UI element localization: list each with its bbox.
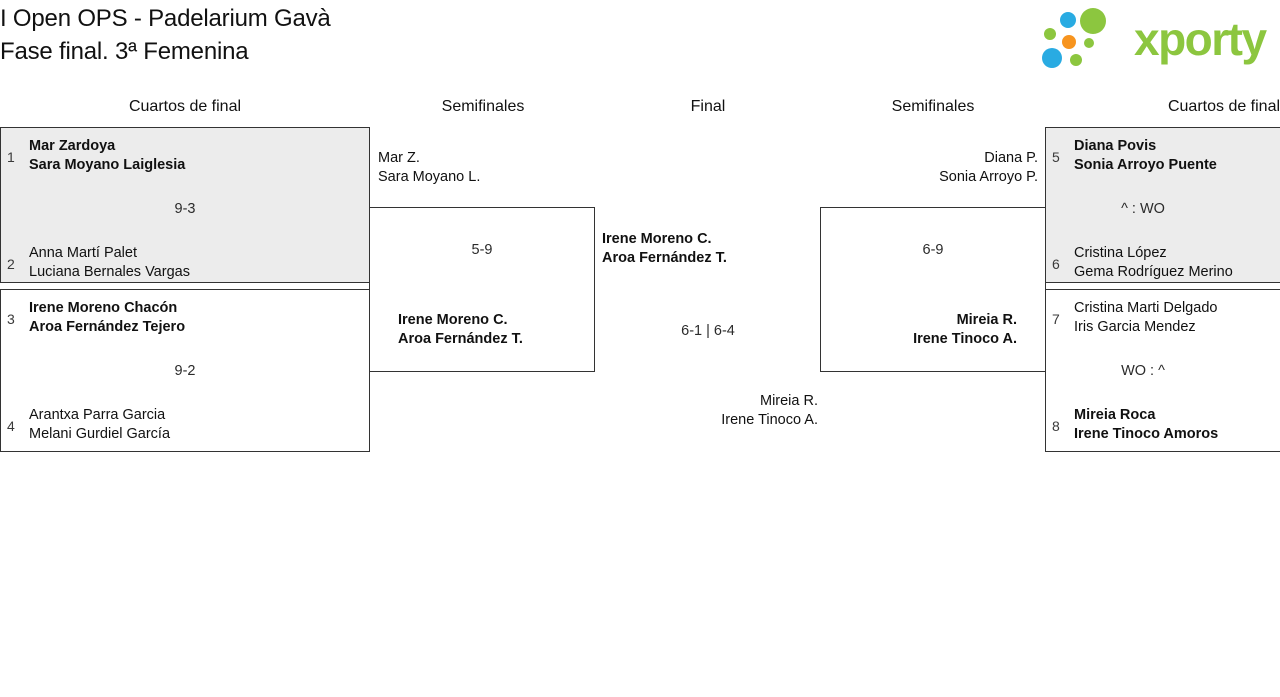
match-score: 5-9	[471, 242, 493, 258]
round-heading-right-semifinals: Semifinales	[891, 98, 975, 115]
player-name: Cristina Marti Delgado	[1074, 300, 1218, 316]
team-entry[interactable]	[1, 244, 369, 282]
player-name: Sara Moyano Laiglesia	[29, 157, 186, 173]
team-entry[interactable]	[1, 299, 369, 337]
team-entry[interactable]	[1046, 406, 1280, 444]
player-name: Gema Rodríguez Merino	[1074, 264, 1233, 280]
logo-dot-icon	[1042, 48, 1062, 68]
logo-dot-icon	[1044, 28, 1056, 40]
seed-number: 8	[1052, 418, 1060, 434]
team-entry[interactable]	[370, 311, 594, 349]
team-entry-left-sf-top[interactable]	[378, 149, 588, 187]
match-score: 6-9	[922, 242, 944, 258]
seed-number: 5	[1052, 149, 1060, 165]
player-name: Arantxa Parra Garcia	[29, 407, 166, 423]
match-left-qf-1[interactable]	[0, 127, 370, 283]
player-name: Irene Moreno C.	[602, 231, 712, 247]
player-name: Mar Z.	[378, 150, 420, 166]
xporty-logo[interactable]	[1042, 8, 1274, 70]
team-entry-right-sf-top[interactable]	[828, 149, 1038, 187]
seed-number: 2	[7, 256, 15, 272]
player-name: Melani Gurdiel García	[29, 426, 171, 442]
player-name: Luciana Bernales Vargas	[29, 264, 190, 280]
team-entry[interactable]	[1046, 137, 1280, 175]
team-entry[interactable]	[1046, 299, 1280, 337]
player-name: Irene Tinoco A.	[721, 412, 818, 428]
logo-dot-icon	[1062, 35, 1076, 49]
seed-number: 7	[1052, 311, 1060, 327]
seed-number: 1	[7, 149, 15, 165]
player-name: Mar Zardoya	[29, 138, 116, 154]
player-name: Irene Moreno Chacón	[29, 300, 178, 316]
match-score: 9-2	[174, 363, 196, 379]
team-entry[interactable]	[1, 406, 369, 444]
match-right-qf-1[interactable]	[1045, 127, 1280, 283]
match-score: WO : ^	[1121, 363, 1165, 379]
match-right-sf[interactable]	[820, 207, 1046, 372]
match-left-sf[interactable]	[369, 207, 595, 372]
match-right-qf-2[interactable]	[1045, 289, 1280, 452]
tournament-name: I Open OPS - Padelarium Gavà	[0, 5, 331, 32]
seed-number: 4	[7, 418, 15, 434]
player-name: Cristina López	[1074, 245, 1167, 261]
player-name: Aroa Fernández Tejero	[29, 319, 186, 335]
team-entry[interactable]	[821, 311, 1045, 349]
match-left-qf-2[interactable]	[0, 289, 370, 452]
player-name: Sonia Arroyo P.	[939, 169, 1038, 185]
player-name: Iris Garcia Mendez	[1074, 319, 1196, 335]
team-entry[interactable]	[1, 137, 369, 175]
player-name: Mireia R.	[956, 312, 1017, 328]
player-name: Diana P.	[984, 150, 1038, 166]
round-heading-final: Final	[690, 98, 726, 115]
player-name: Mireia R.	[759, 393, 818, 409]
logo-dot-icon	[1080, 8, 1106, 34]
tournament-phase: Fase final. 3ª Femenina	[0, 38, 249, 65]
player-name: Diana Povis	[1074, 138, 1157, 154]
match-score: 9-3	[174, 201, 196, 217]
team-entry[interactable]	[1046, 244, 1280, 282]
player-name: Aroa Fernández T.	[398, 331, 523, 347]
logo-dot-icon	[1070, 54, 1082, 66]
round-heading-left-quarterfinals: Cuartos de final	[128, 98, 242, 115]
final-score: 6-1 | 6-4	[681, 323, 735, 339]
match-score: ^ : WO	[1121, 201, 1165, 217]
player-name: Sara Moyano L.	[378, 169, 481, 185]
page-title	[0, 2, 900, 68]
round-heading-right-quarterfinals: Cuartos de final	[1167, 98, 1280, 115]
seed-number: 3	[7, 311, 15, 327]
player-name: Irene Tinoco A.	[913, 331, 1017, 347]
team-entry-final-bottom[interactable]	[598, 392, 818, 430]
round-heading-left-semifinals: Semifinales	[441, 98, 525, 115]
player-name: Irene Moreno C.	[398, 312, 508, 328]
logo-dot-icon	[1084, 38, 1094, 48]
player-name: Aroa Fernández T.	[602, 250, 727, 266]
seed-number: 6	[1052, 256, 1060, 272]
player-name: Mireia Roca	[1074, 407, 1156, 423]
logo-dot-icon	[1060, 12, 1076, 28]
logo-wordmark: xporty	[1134, 13, 1266, 65]
player-name: Irene Tinoco Amoros	[1074, 426, 1219, 442]
player-name: Sonia Arroyo Puente	[1074, 157, 1217, 173]
player-name: Anna Martí Palet	[29, 245, 137, 261]
team-entry-final-top[interactable]	[602, 230, 822, 268]
